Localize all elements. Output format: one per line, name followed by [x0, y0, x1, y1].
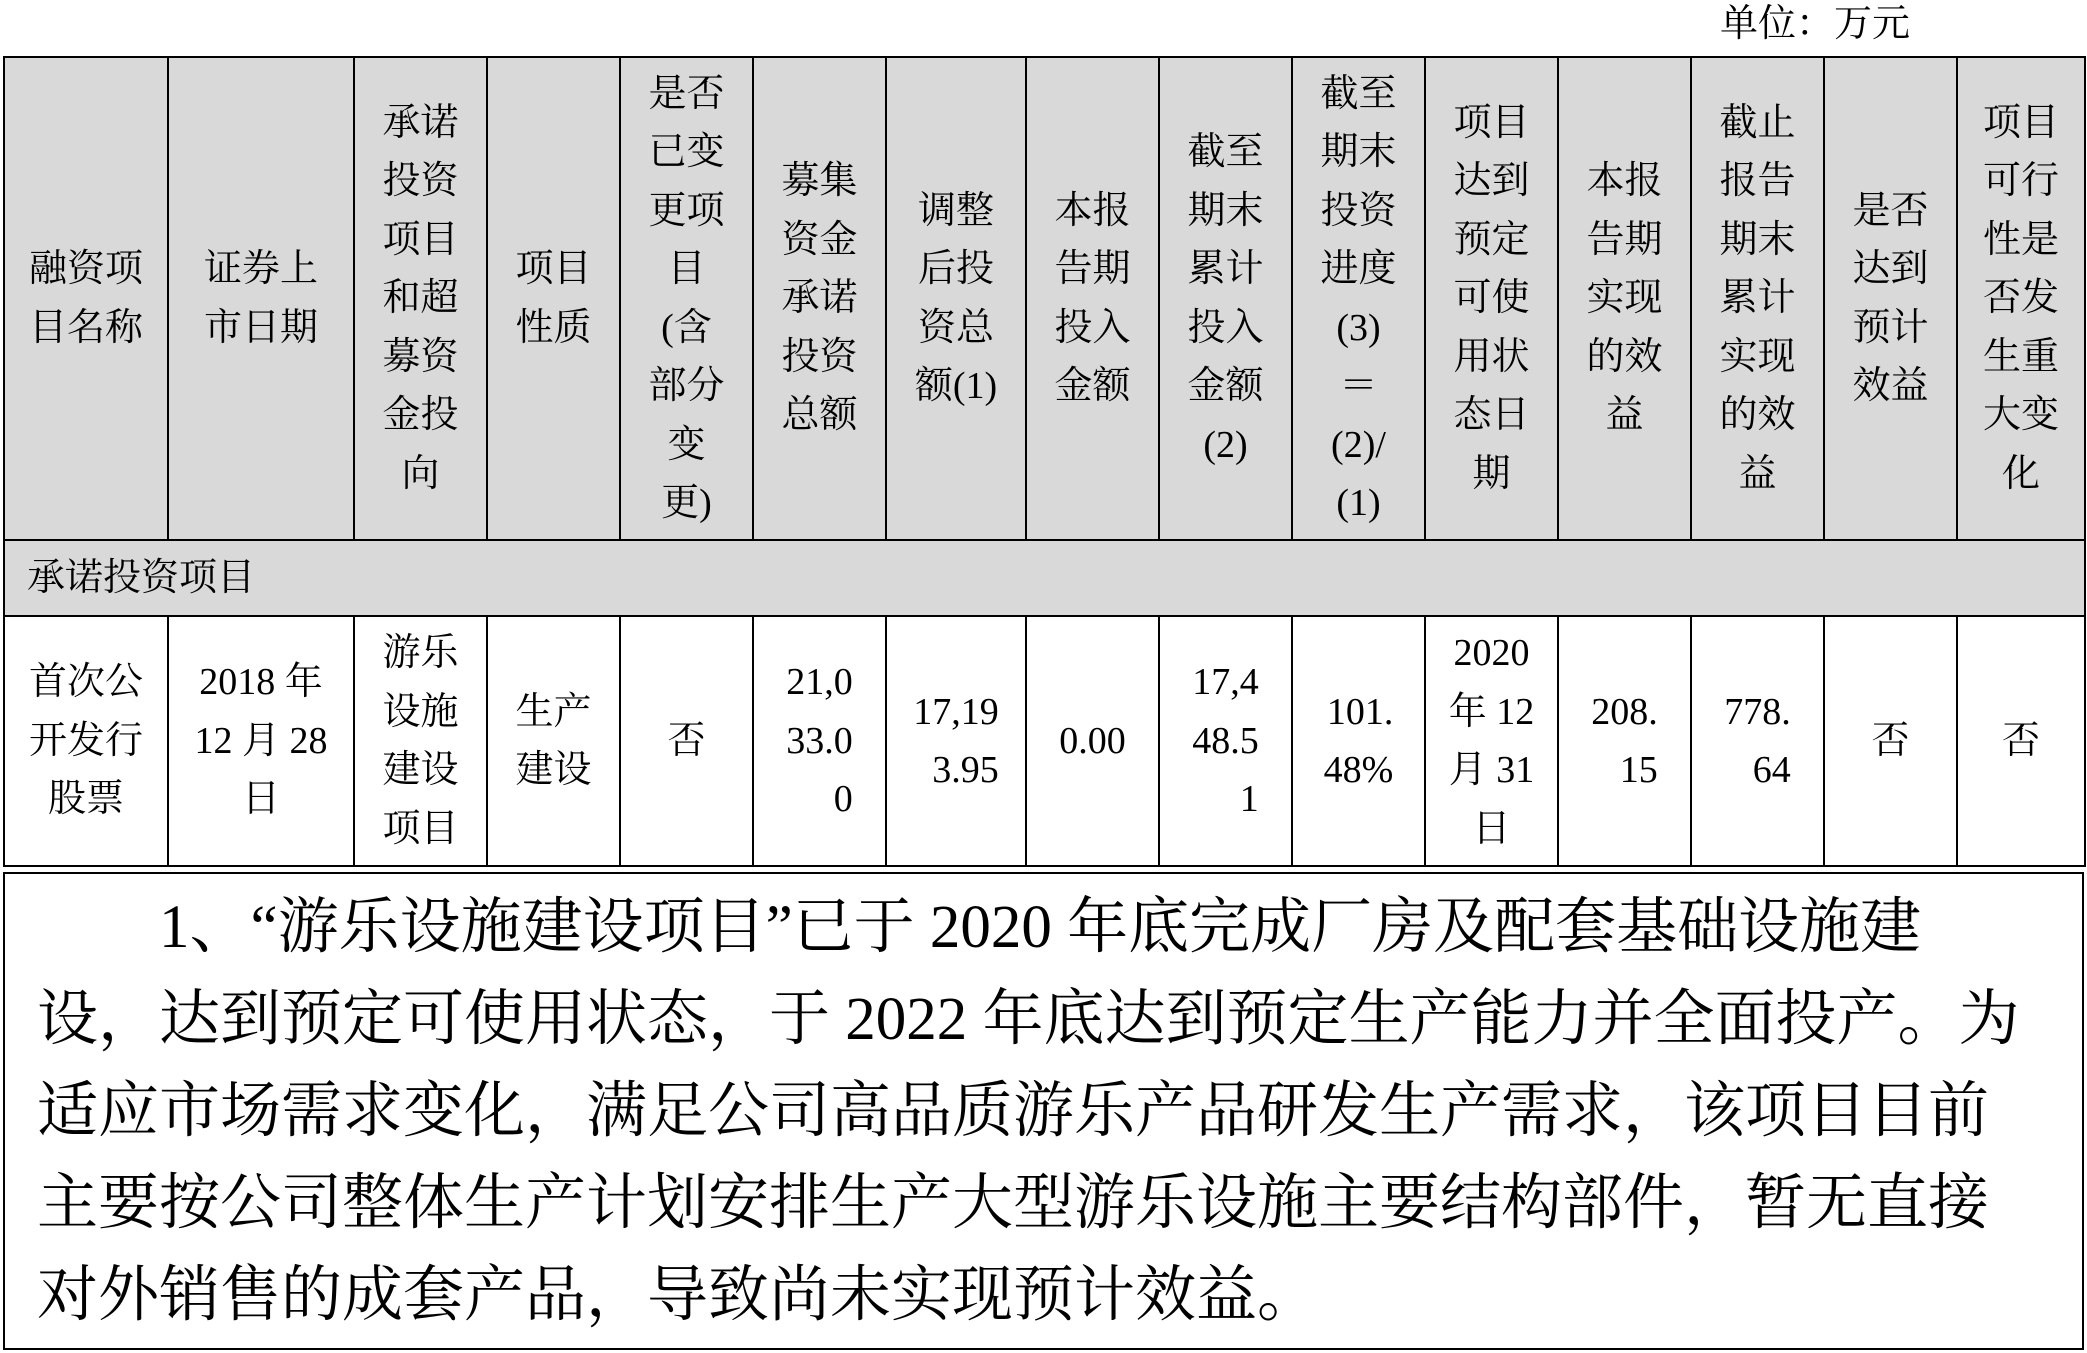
text-line: 3.95	[932, 749, 999, 791]
text-line: 投资	[1320, 189, 1397, 232]
text-line: 64	[1752, 749, 1791, 791]
text-line: 承诺	[382, 101, 459, 144]
text-line: 资金	[781, 218, 858, 261]
text-line: 用状	[1453, 335, 1530, 378]
text-line: 态日	[1453, 394, 1530, 437]
note-line: 适应市场需求变化，满足公司高品质游乐产品研发生产需求，该项目目前	[37, 1078, 1990, 1145]
header-expected-benefit-achieved-text	[1852, 182, 1928, 416]
cell-cumulative-benefit	[1691, 616, 1824, 866]
text-line: 化	[2001, 452, 2040, 495]
cell-project-changed-text	[667, 712, 705, 771]
cell-cumulative-investment	[1159, 616, 1292, 866]
header-cumulative-investment	[1159, 57, 1292, 540]
text-line: 投入	[1054, 306, 1131, 349]
text-line: 金额	[1187, 365, 1264, 407]
text-line: 208.	[1591, 690, 1658, 733]
cell-committed-investment-project-text	[382, 624, 458, 858]
text-line: 2020	[1453, 632, 1530, 674]
text-line: 金额	[1054, 365, 1131, 407]
header-ready-for-use-date-text	[1453, 94, 1529, 504]
cell-financing-project-name	[4, 616, 168, 866]
text-line: 更)	[661, 482, 712, 524]
text-line: 报告	[1719, 160, 1796, 203]
cell-current-period-investment-text	[1059, 712, 1126, 771]
table-header	[4, 57, 2085, 540]
text-line: 月 31	[1448, 749, 1535, 791]
text-line: 21,0	[786, 661, 853, 704]
text-line: 开发行	[28, 719, 143, 762]
text-line: 日	[1472, 807, 1511, 850]
text-line: 生产	[515, 690, 592, 733]
text-line: 后投	[917, 248, 994, 290]
text-line: 大变	[1982, 394, 2059, 437]
cell-ready-for-use-date-text	[1449, 624, 1535, 858]
header-row	[4, 57, 2085, 540]
header-adjusted-total-investment-text	[915, 182, 997, 416]
fund-usage-table	[3, 56, 2086, 867]
header-investment-progress-text	[1320, 65, 1396, 533]
text-line: 建设	[515, 749, 592, 791]
text-line: 否	[1871, 719, 1910, 762]
text-line: 变	[667, 423, 706, 466]
cell-listing-date-text	[194, 653, 327, 829]
cell-adjusted-total-investment-text	[913, 683, 999, 800]
text-line: 调整	[917, 189, 994, 232]
cell-expected-benefit-achieved	[1824, 616, 1957, 866]
cell-committed-total-investment	[753, 616, 886, 866]
cell-project-nature	[487, 616, 620, 866]
text-line: 48.5	[1192, 719, 1259, 762]
text-line: 101.	[1326, 690, 1394, 733]
section-label: 承诺投资项目	[4, 540, 2085, 616]
header-current-period-investment-text	[1054, 182, 1130, 416]
text-line: 已变	[648, 131, 725, 173]
header-committed-total-investment-text	[781, 152, 857, 445]
text-line: 募集	[781, 160, 858, 203]
text-line: 资总	[917, 306, 994, 349]
cell-project-changed	[620, 616, 753, 866]
text-line: 设施	[382, 690, 459, 733]
text-line: 性质	[515, 306, 592, 349]
header-feasibility-changed	[1957, 57, 2085, 540]
text-line: 期	[1472, 452, 1511, 495]
text-line: 1	[1239, 778, 1259, 821]
cell-listing-date	[168, 616, 354, 866]
text-line: 证券上	[203, 248, 318, 290]
text-line: 承诺	[781, 277, 858, 320]
section-row	[4, 540, 2085, 616]
text-line: 的效	[1586, 335, 1663, 378]
cell-cumulative-benefit-text	[1724, 683, 1791, 800]
text-line: 截至	[1187, 131, 1264, 173]
text-line: 部分	[648, 365, 725, 407]
header-expected-benefit-achieved	[1824, 57, 1957, 540]
text-line: 否	[667, 719, 706, 762]
text-line: 首次公	[28, 661, 143, 704]
header-cumulative-benefit-text	[1719, 94, 1795, 504]
text-line: (3)	[1336, 306, 1381, 349]
header-listing-date	[168, 57, 354, 540]
cell-investment-progress	[1292, 616, 1425, 866]
text-line: 达到	[1453, 160, 1530, 203]
cell-project-nature-text	[515, 683, 591, 800]
text-line: (2)	[1203, 423, 1248, 466]
note-line: 设，达到预定可使用状态，于 2022 年底达到预定生产能力并全面投产。为	[37, 986, 2020, 1053]
header-financing-project-name	[4, 57, 168, 540]
header-cumulative-benefit	[1691, 57, 1824, 540]
text-line: 截至	[1320, 72, 1397, 115]
note-line: 主要按公司整体生产计划安排生产大型游乐设施主要结构部件，暂无直接	[37, 1170, 1990, 1237]
cell-ready-for-use-date	[1425, 616, 1558, 866]
header-committed-investment-project-text	[382, 94, 458, 504]
text-line: 2018 年	[199, 661, 323, 704]
text-line: 投资	[781, 335, 858, 378]
text-line: 项目	[382, 807, 459, 850]
text-line: 是否	[1852, 189, 1929, 232]
header-ready-for-use-date	[1425, 57, 1558, 540]
text-line: 本报	[1054, 189, 1131, 232]
text-line: 项目	[382, 218, 459, 261]
header-feasibility-changed-text	[1983, 94, 2059, 504]
text-line: (含	[661, 306, 712, 349]
text-line: 0	[833, 778, 853, 821]
text-line: (1)	[1336, 482, 1381, 524]
text-line: 的效	[1719, 394, 1796, 437]
cell-current-period-benefit-text	[1591, 683, 1658, 800]
text-line: 达到	[1852, 248, 1929, 290]
text-line: 项目	[1982, 101, 2059, 144]
cell-investment-progress-text	[1324, 683, 1394, 800]
note-line: 对外销售的成套产品，导致尚未实现预计效益。	[37, 1262, 1319, 1329]
header-cumulative-investment-text	[1187, 123, 1263, 474]
text-line: 截止	[1719, 101, 1796, 144]
text-line: 游乐	[382, 632, 459, 674]
header-current-period-benefit	[1558, 57, 1691, 540]
text-line: 效益	[1852, 365, 1929, 407]
text-line: 日	[241, 778, 280, 821]
table-row	[4, 616, 2085, 866]
text-line: 募资	[382, 335, 459, 378]
cell-adjusted-total-investment	[886, 616, 1026, 866]
header-financing-project-name-text	[29, 240, 143, 357]
cell-current-period-benefit	[1558, 616, 1691, 866]
text-line: 性是	[1982, 218, 2059, 261]
text-line: 告期	[1054, 248, 1131, 290]
header-listing-date-text	[204, 240, 318, 357]
header-project-nature	[487, 57, 620, 540]
cell-financing-project-name-text	[29, 653, 143, 829]
text-line: 17,19	[913, 690, 999, 733]
note-line: 1、“游乐设施建设项目”已于 2020 年底完成厂房及配套基础设施建	[159, 894, 1922, 961]
note-text-box	[3, 872, 2084, 1350]
text-line: 投资	[382, 160, 459, 203]
text-line: 实现	[1719, 335, 1796, 378]
text-line: 778.	[1724, 690, 1791, 733]
header-current-period-investment	[1026, 57, 1159, 540]
text-line: 15	[1619, 749, 1658, 791]
text-line: 实现	[1586, 277, 1663, 320]
cell-feasibility-changed-text	[2002, 712, 2040, 771]
text-line: ＝	[1339, 365, 1378, 407]
text-line: 股票	[47, 778, 124, 821]
header-adjusted-total-investment	[886, 57, 1026, 540]
text-line: 目	[667, 248, 706, 290]
text-line: 33.0	[786, 719, 853, 762]
text-line: 金投	[382, 394, 459, 437]
text-line: 累计	[1719, 277, 1796, 320]
text-line: 可行	[1982, 160, 2059, 203]
text-line: 期末	[1719, 218, 1796, 261]
text-line: 总额	[781, 394, 858, 437]
cell-current-period-investment	[1026, 616, 1159, 866]
text-line: 17,4	[1192, 661, 1259, 704]
text-line: 益	[1605, 394, 1644, 437]
cell-feasibility-changed	[1957, 616, 2085, 866]
text-line: 预定	[1453, 218, 1530, 261]
header-current-period-benefit-text	[1586, 152, 1662, 445]
text-line: 本报	[1586, 160, 1663, 203]
text-line: 目名称	[28, 306, 143, 349]
text-line: 12 月 28	[194, 719, 328, 762]
header-project-changed	[620, 57, 753, 540]
header-project-nature-text	[515, 240, 591, 357]
cell-committed-total-investment-text	[786, 653, 853, 829]
header-committed-investment-project	[354, 57, 487, 540]
text-line: 年 12	[1448, 690, 1535, 733]
header-project-changed-text	[648, 65, 724, 533]
unit-label: 单位：万元	[1719, 3, 1910, 45]
text-line: 融资项	[28, 248, 143, 290]
header-investment-progress	[1292, 57, 1425, 540]
text-line: 投入	[1187, 306, 1264, 349]
text-line: 进度	[1320, 248, 1397, 290]
text-line: 期末	[1187, 189, 1264, 232]
text-line: 额(1)	[914, 365, 998, 407]
cell-expected-benefit-achieved-text	[1871, 712, 1909, 771]
cell-committed-investment-project	[354, 616, 487, 866]
text-line: 预计	[1852, 306, 1929, 349]
text-line: 否	[2001, 719, 2040, 762]
text-line: 和超	[382, 277, 459, 320]
text-line: 告期	[1586, 218, 1663, 261]
text-line: 48%	[1323, 749, 1394, 791]
text-line: 累计	[1187, 248, 1264, 290]
text-line: 市日期	[203, 306, 318, 349]
text-line: 项目	[1453, 101, 1530, 144]
header-committed-total-investment	[753, 57, 886, 540]
text-line: 0.00	[1059, 719, 1126, 762]
text-line: 期末	[1320, 131, 1397, 173]
text-line: 益	[1738, 452, 1777, 495]
text-line: 否发	[1982, 277, 2059, 320]
text-line: 更项	[648, 189, 725, 232]
text-line: 项目	[515, 248, 592, 290]
cell-cumulative-investment-text	[1192, 653, 1259, 829]
text-line: 建设	[382, 749, 459, 791]
text-line: 可使	[1453, 277, 1530, 320]
text-line: 生重	[1982, 335, 2059, 378]
text-line: (2)/	[1331, 423, 1386, 466]
text-line: 是否	[648, 72, 725, 115]
text-line: 向	[401, 452, 440, 495]
table-body	[4, 540, 2085, 866]
